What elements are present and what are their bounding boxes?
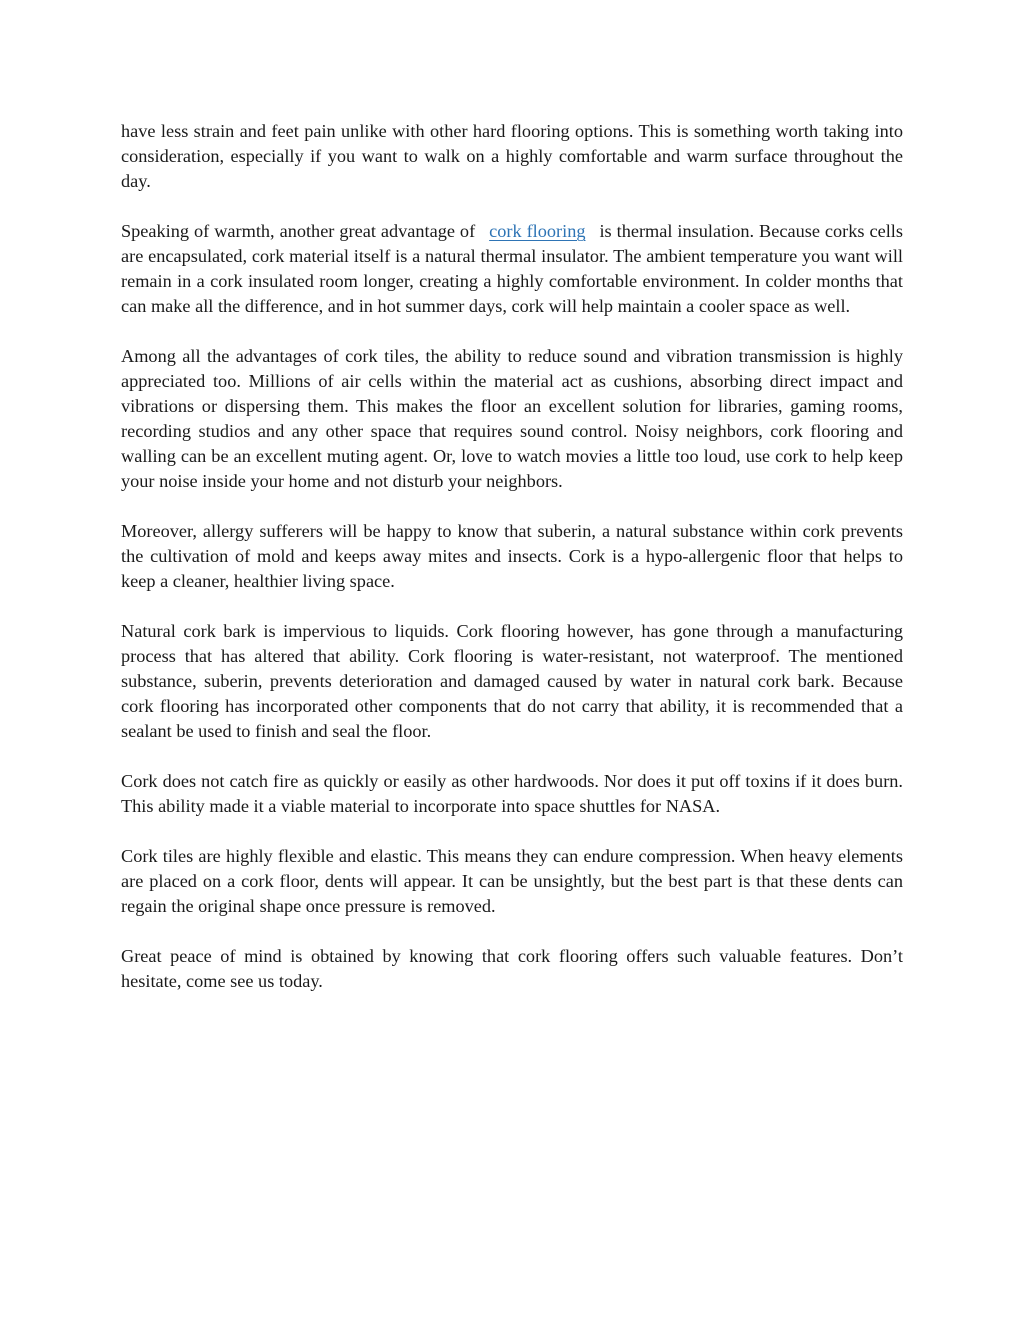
- paragraph-water-resistance: Natural cork bark is impervious to liquids. Cork flooring however, has gone through a manufacturing process that has altered that ability. Cork flooring is water-resistant, not waterproof. The mentioned substance, suberin, prevents deterioration and damaged caused by water in natural cork bark. Because cork flooring has incorporated other components that do not carry that ability, it is recommended that a sealant be used to finish and seal the floor.: [121, 621, 903, 741]
- paragraph-thermal-text-start: Speaking of warmth, another great advantage of: [121, 221, 481, 241]
- paragraph-comfort: have less strain and feet pain unlike with other hard flooring options. This is something worth taking into consideration, especially if you want to walk on a highly comfortable and warm surface throughout the day.: [121, 121, 903, 191]
- paragraph-flexibility: Cork tiles are highly flexible and elastic. This means they can endure compression. When heavy elements are placed on a cork floor, dents will appear. It can be unsightly, but the best part is that these dents can regain the original shape once pressure is removed.: [121, 846, 903, 916]
- paragraph-conclusion: Great peace of mind is obtained by knowing that cork flooring offers such valuable features. Don’t hesitate, come see us today.: [121, 946, 903, 991]
- paragraph-sound-control: Among all the advantages of cork tiles, the ability to reduce sound and vibration transmission is highly appreciated too. Millions of air cells within the material act as cushions, absorbing direct impact and vibrations or dispersing them. This makes the floor an excellent solution for libraries, gaming rooms, recording studios and any other space that requires sound control. Noisy neighbors, cork flooring and walling can be an excellent muting agent. Or, love to watch movies a little too loud, use cork to help keep your noise inside your home and not disturb your neighbors.: [121, 346, 903, 491]
- paragraph-thermal-text-end: is thermal insulation. Because corks cells are encapsulated, cork material itself is a natural thermal insulator. The ambient temperature you want will remain in a cork insulated room longer, creating a highly comfortable environment. In colder months that can make all the difference, and in hot summer days, cork will help maintain a cooler space as well.: [121, 221, 903, 316]
- paragraph-thermal-insulation: [121, 219, 903, 319]
- document-page: [121, 119, 903, 1019]
- cork-flooring-link[interactable]: cork flooring: [489, 221, 586, 241]
- paragraph-allergy: Moreover, allergy sufferers will be happy to know that suberin, a natural substance within cork prevents the cultivation of mold and keeps away mites and insects. Cork is a hypo-allergenic floor that helps to keep a cleaner, healthier living space.: [121, 521, 903, 591]
- paragraph-fire-resistance: Cork does not catch fire as quickly or easily as other hardwoods. Nor does it put off toxins if it does burn. This ability made it a viable material to incorporate into space shuttles for NASA.: [121, 771, 903, 816]
